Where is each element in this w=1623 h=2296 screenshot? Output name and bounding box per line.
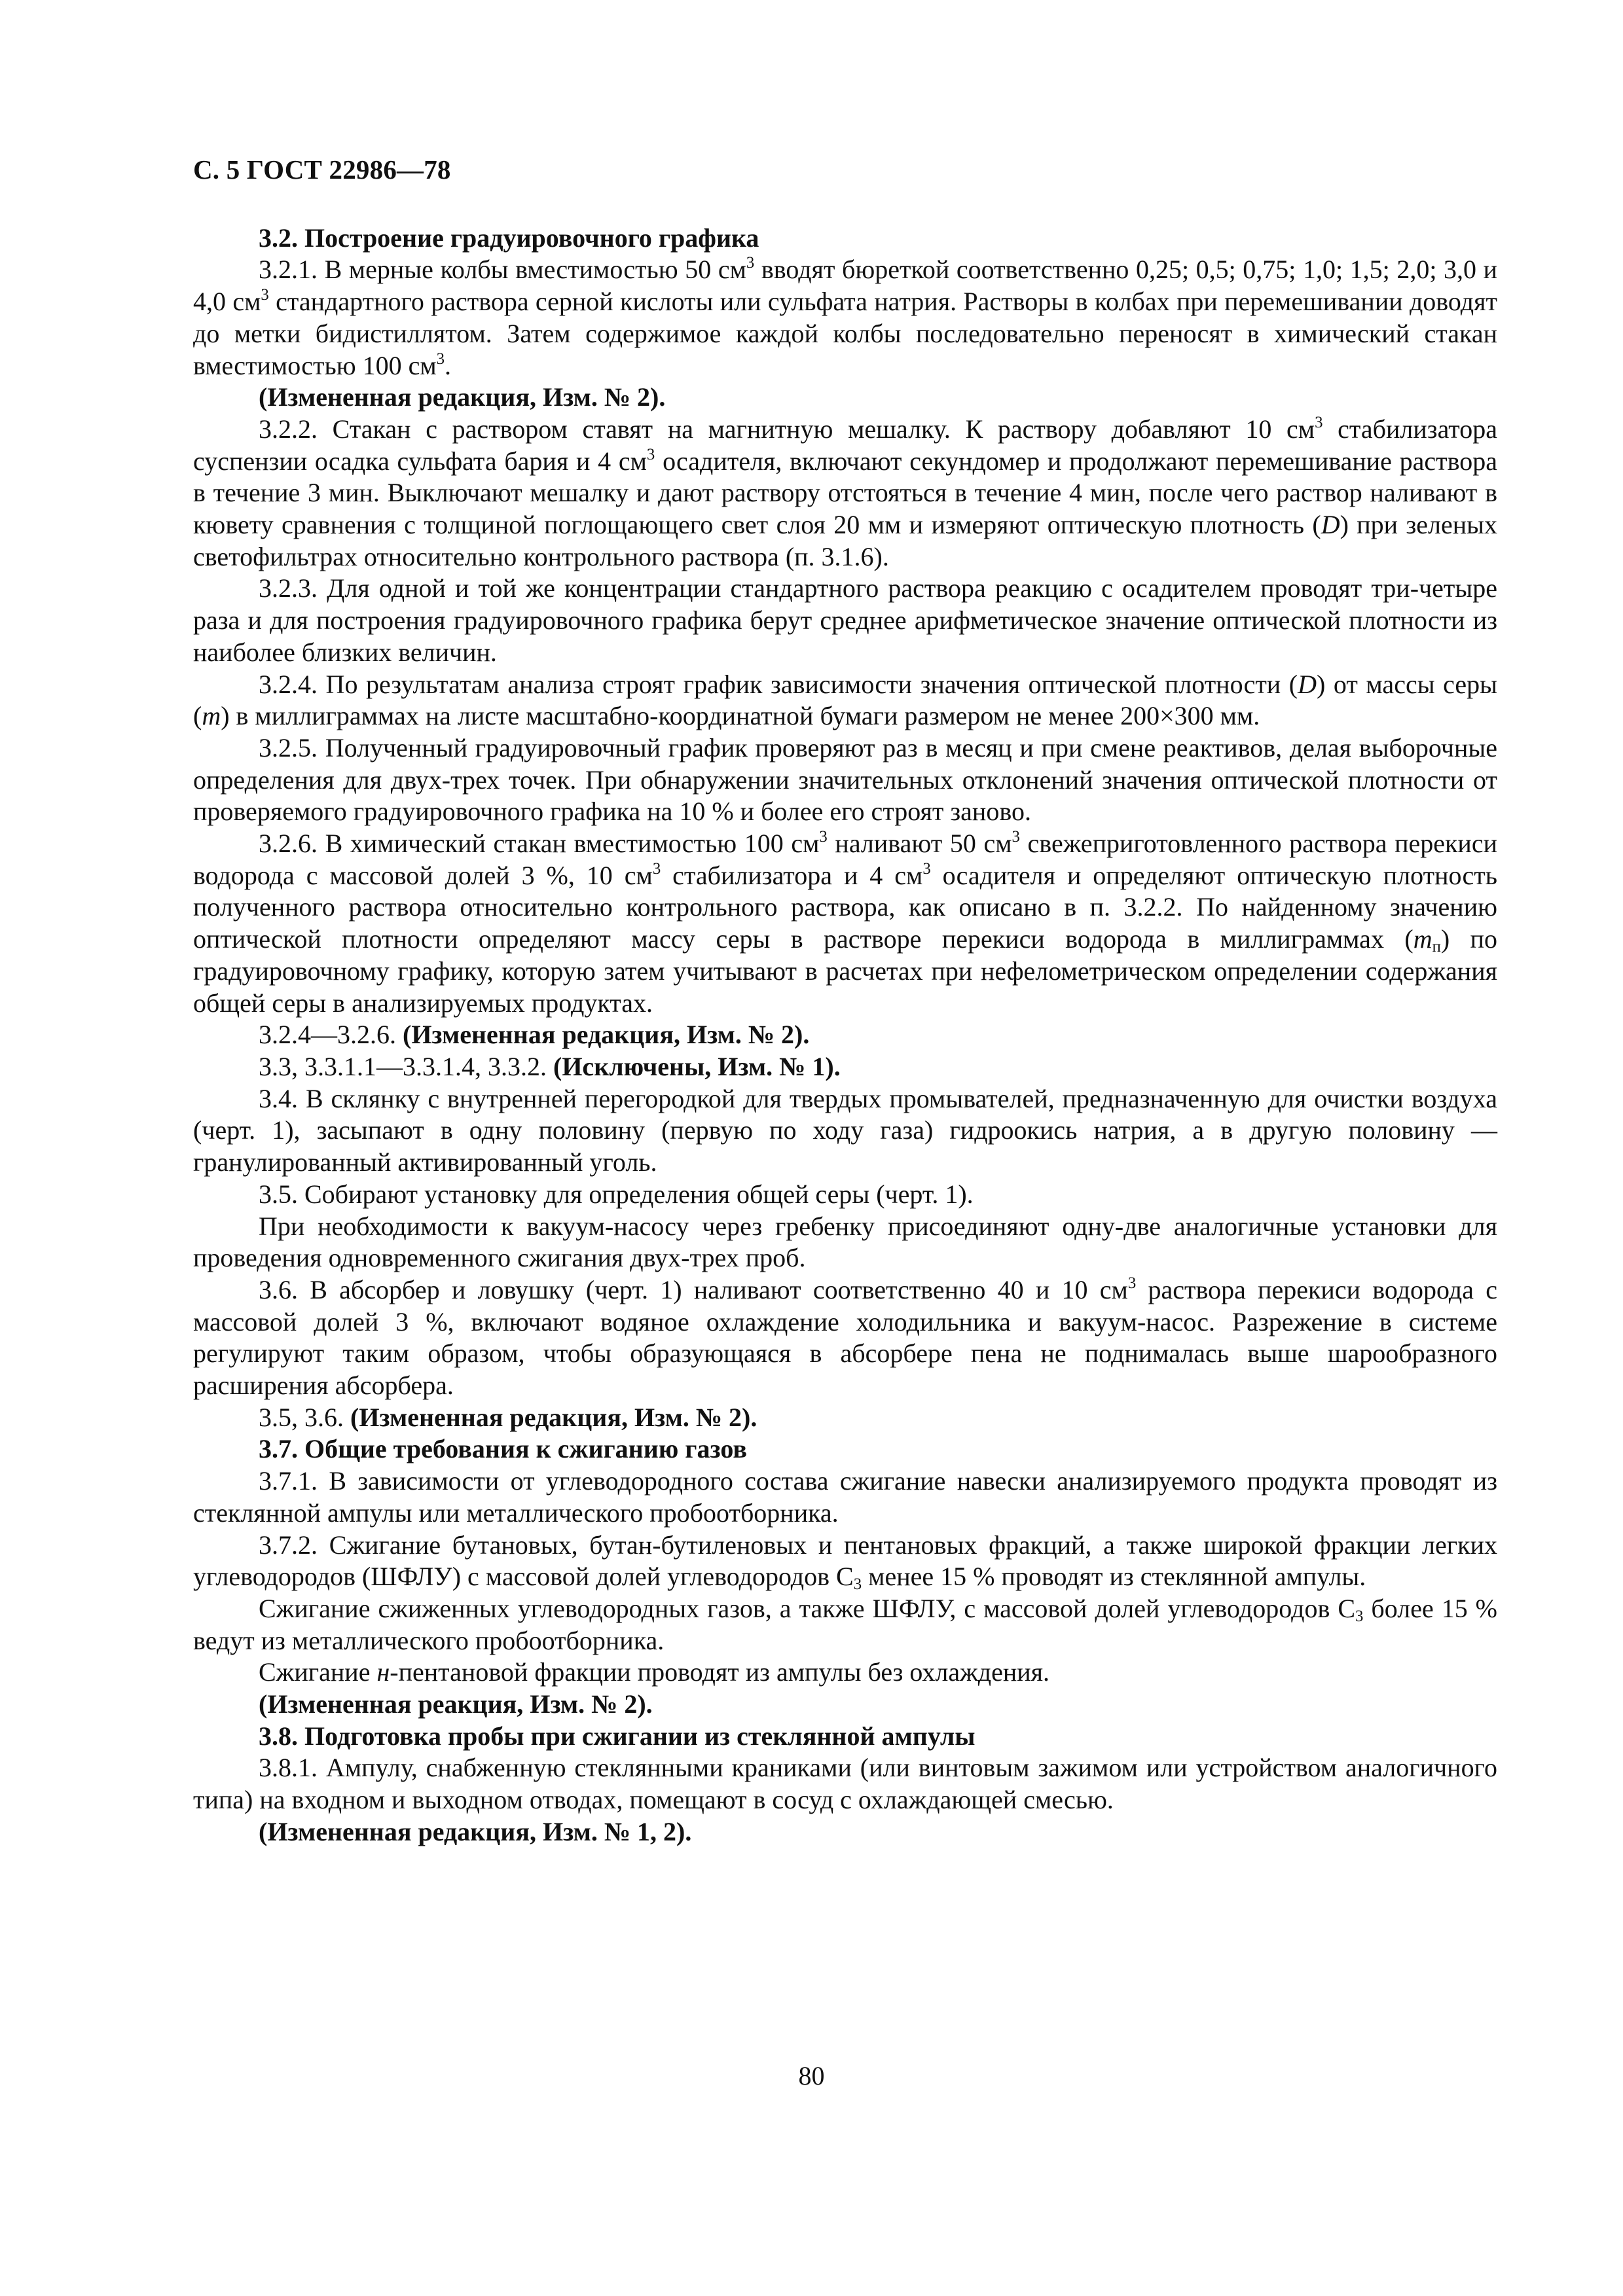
section-3-8-title: 3.8. Подготовка пробы при сжигании из стеклянной ампулы [259, 1721, 976, 1751]
paragraph-3-2-3: 3.2.3. Для одной и той же концентрации стандартного раствора реакцию с осадителем проводят три-четыре раза и для построения градуировочного графика берут среднее арифметическое значение оптической плотности из наиболее близких величин. [193, 573, 1497, 667]
paragraph-3-2-1: 3.2.1. В мерные колбы вместимостью 50 $см^3$ вводят бюреткой соответственно 0,25; 0,5; 0,75; 1,0; 1,5; 2,0; 3,0 и 4,0 $см^3$ стандартного раствора серной кислоты или сульфата натрия. Растворы в колбах при перемешивании доводят до метки бидистиллятом. Затем содержимое каждой колбы последовательно переносят в химический стакан вместимостью 100 $см^3$. [193, 254, 1498, 380]
document-page [193, 134, 1497, 1848]
page-header: С. 5 ГОСТ 22986—78 [193, 154, 451, 185]
revision-note-3-5-3-6: 3.5, 3.6. (Измененная редакция, Изм. № 2). [259, 1402, 757, 1432]
revision-note: (Измененная редакция, Изм. № 2). [259, 382, 666, 412]
paragraph-3-7-2-pentane: Сжигание н-пентановой фракции проводят из ампулы без охлаждения. [259, 1657, 1050, 1687]
revision-note-misprint: (Измененная реакция, Изм. № 2). [259, 1689, 653, 1719]
paragraph-3-7-1: 3.7.1. В зависимости от углеводородного состава сжигание навески анализируемого продукта проводят из стеклянной ампулы или металлического пробоотборника. [193, 1466, 1497, 1528]
paragraph-3-7-2: 3.7.2. Сжигание бутановых, бутан-бутиленовых и пентановых фракций, а также широкой фракции легких углеводородов (ШФЛУ) с массовой долей углеводородов $С_3$ менее 15 % проводят из стеклянной ампулы. [193, 1530, 1497, 1594]
section-3-2-title: 3.2. Построение градуировочного графика [259, 223, 759, 253]
paragraph-3-5: 3.5. Собирают установку для определения общей серы (черт. 1). [259, 1179, 974, 1209]
page-number: 80 [798, 2061, 825, 2090]
paragraph-3-5-continued: При необходимости к вакуум-насосу через гребенку присоединяют одну-две аналогичные установки для проведения одновременного сжигания двух-трех проб. [193, 1211, 1497, 1273]
paragraph-3-2-2: 3.2.2. Стакан с раствором ставят на магнитную мешалку. К раствору добавляют 10 $см^3$ стабилизатора суспензии осадка сульфата бария и 4 $см^3$ осадителя, включают секундомер и продолжают перемешивание раствора в течение 3 мин. Выключают мешалку и дают раствору отстояться в течение 4 мин, после чего раствор наливают в кювету сравнения с толщиной поглощающего свет слоя 20 мм и измеряют оптическую плотность (D) при зеленых светофильтрах относительно контрольного раствора (п. 3.1.6). [193, 413, 1497, 571]
paragraph-3-2-5: 3.2.5. Полученный градуировочный график проверяют раз в месяц и при смене реактивов, делая выборочные определения для двух-трех точек. При обнаружении значительных отклонений значения оптической плотности от проверяемого градуировочного графика на 10 % и более его строят заново. [193, 732, 1497, 827]
revision-note-1-2: (Измененная редакция, Изм. № 1, 2). [259, 1816, 692, 1846]
revision-note-3-2-4-3-2-6: 3.2.4—3.2.6. (Измененная редакция, Изм. № 2). [259, 1020, 810, 1050]
paragraph-3-2-4: 3.2.4. По результатам анализа строят график зависимости значения оптической плотности (D) от массы серы (m) в миллиграммах на листе масштабно-координатной бумаги размером не менее 200×300 мм. [193, 669, 1498, 731]
paragraph-3-6: 3.6. В абсорбер и ловушку (черт. 1) наливают соответственно 40 и 10 $см^3$ раствора перекиси водорода с массовой долей 3 %, включают водяное охлаждение холодильника и вакуум-насос. Разрежение в системе регулируют таким образом, чтобы образующаяся в абсорбере пена не поднималась выше шарообразного расширения абсорбера. [193, 1274, 1497, 1401]
excluded-note: 3.3, 3.3.1.1—3.3.1.4, 3.3.2. (Исключены, Изм. № 1). [259, 1051, 841, 1081]
paragraph-3-8-1: 3.8.1. Ампулу, снабженную стеклянными краниками (или винтовым зажимом или устройством аналогичного типа) на входном и выходном отводах, помещают в сосуд с охлаждающей смесью. [193, 1753, 1497, 1815]
section-3-7-title: 3.7. Общие требования к сжиганию газов [259, 1434, 747, 1464]
paragraph-3-7-2-continued: Сжигание сжиженных углеводородных газов, а также ШФЛУ, с массовой долей углеводородов $С_3$ более 15 % ведут из металлического пробоотборника. [193, 1593, 1498, 1655]
paragraph-3-4: 3.4. В склянку с внутренней перегородкой для твердых промывателей, предназначенную для очистки воздуха (черт. 1), засыпают в одну половину (первую по ходу газа) гидроокись натрия, а в другую половину — гранулированный активированный уголь. [193, 1083, 1497, 1177]
paragraph-3-2-6: 3.2.6. В химический стакан вместимостью 100 $см^3$ наливают 50 $см^3$ свежеприготовленного раствора перекиси водорода с массовой долей 3 %, 10 $см^3$ стабилизатора и 4 $см^3$ осадителя и определяют оптическую плотность полученного раствора относительно контрольного раствора, как описано в п. 3.2.2. По найденному значению оптической плотности определяют массу серы в растворе перекиси водорода в миллиграммах $(m_п)$ по градуировочному графику, которую затем учитывают в расчетах при нефелометрическом определении содержания общей серы в анализируемых продуктах. [193, 827, 1498, 1018]
